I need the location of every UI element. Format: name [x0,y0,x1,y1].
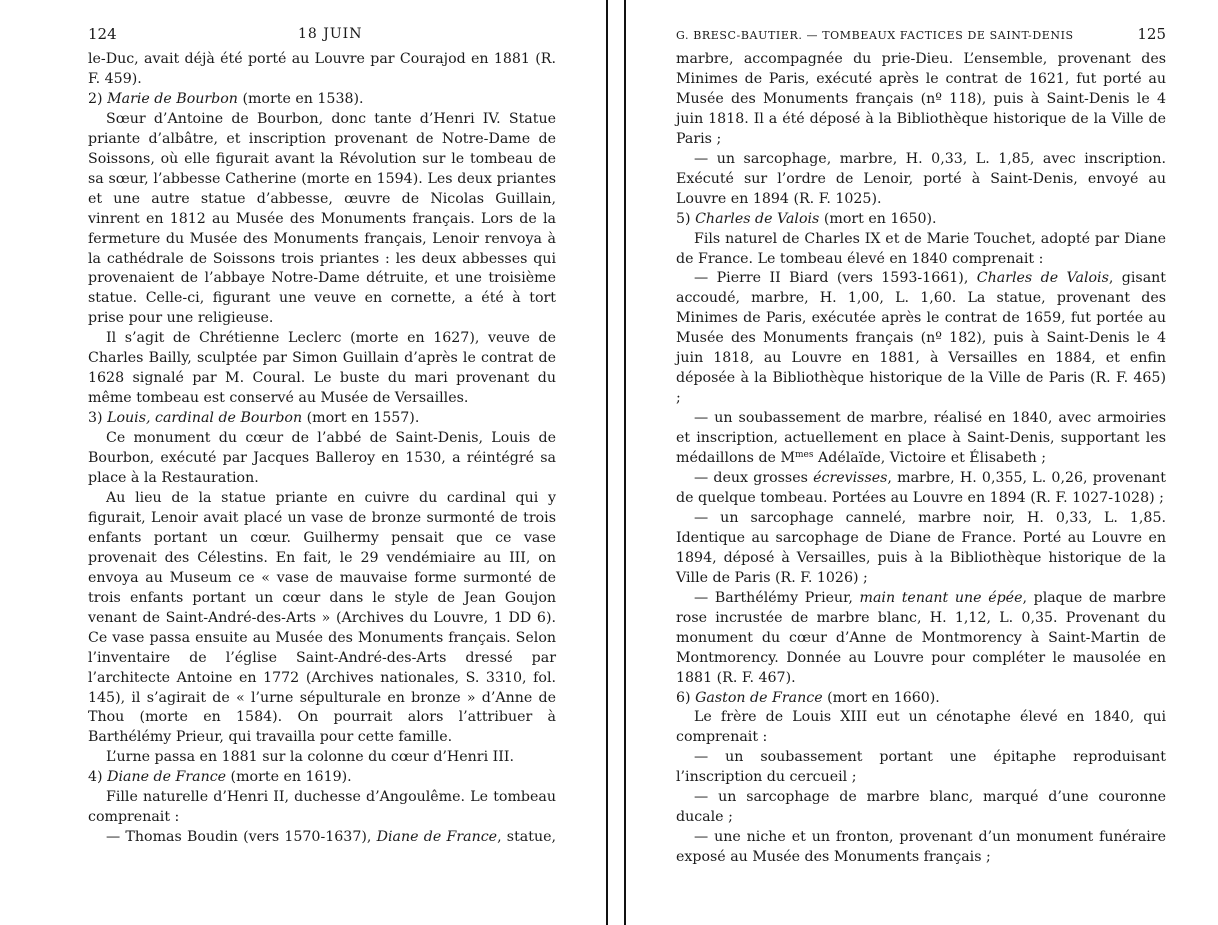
paragraph: — une niche et un fronton, provenant d’un monument funéraire exposé au Musée des Monuments français ; [676,829,1166,866]
paragraph: marbre, accompagnée du prie-Dieu. L’ensemble, provenant des Minimes de Paris, exécuté après le contrat de 1621, fut porté au Musée des Monuments français (nº 118), puis à Saint-Denis le 4 juin 1818. Il a été déposé à la Bibliothèque historique de la Ville de Paris ; [676,51,1166,147]
paragraph: — un soubassement de marbre, réalisé en 1840, avec armoiries et inscription, actuellement en place à Saint-Denis, supportant les médaillons de $M^{mes}$ Adélaïde, Victoire et Élisabeth ; [676,410,1166,467]
paragraph: Ce monument du cœur de l’abbé de Saint-Denis, Louis de Bourbon, exécuté par Jacques Balleroy en 1530, a réintégré sa place à la Restauration. [88,430,556,487]
right-running-head [676,24,1166,44]
section-heading: 2) Marie de Bourbon (morte en 1538). [88,90,364,107]
paragraph: — un soubassement portant une épitaphe reproduisant l’inscription du cercueil ; [676,749,1166,786]
right-running-head-title: G. BRESC-BAUTIER. — TOMBEAUX FACTICES DE SAINT-DENIS [676,29,1074,42]
paragraph: — Thomas Boudin (vers 1570-1637), Diane de France, statue, [106,829,556,846]
paragraph: Fille naturelle d’Henri II, duchesse d’Angoulême. Le tombeau comprenait : [88,789,556,826]
paragraph: — Barthélémy Prieur, main tenant une épée, plaque de marbre rose incrustée de marbre blanc, H. 1,12, L. 0,35. Provenant du monument du cœur d’Anne de Montmorency à Saint-Martin de Montmorency. Donnée au Louvre pour compléter le mausolée en 1881 (R. F. 467). [676,589,1166,686]
left-running-head-title: 18 JUIN [298,26,363,42]
paragraph: — Pierre II Biard (vers 1593-1661), Charles de Valois, gisant accoudé, marbre, H. 1,00, L. 1,60. La statue, provenant des Minimes de Paris, exécutée après le contrat de 1659, fut portée au Musée des Monuments français (nº 182), puis à Saint-Denis le 4 juin 1818, au Louvre en 1881, à Versailles en 1884, et enfin déposée à la Bibliothèque historique de la Ville de Paris (R. F. 465) ; [676,270,1166,407]
paragraph: — un sarcophage, marbre, H. 0,33, L. 1,85, avec inscription. Exécuté sur l’ordre de Lenoir, porté à Saint-Denis, envoyé au Louvre en 1894 (R. F. 1025). [676,150,1166,207]
right-page [628,0,1218,925]
section-heading: 6) Gaston de France (mort en 1660). [676,689,940,706]
paragraph: Le frère de Louis XIII eut un cénotaphe élevé en 1840, qui comprenait : [676,709,1166,746]
paragraph: Sœur d’Antoine de Bourbon, donc tante d’Henri IV. Statue priante d’albâtre, et inscription provenant de Notre-Dame de Soissons, où elle figurait avant la Révolution sur le tombeau de sa sœur, l’abbesse Catherine (morte en 1594). Les deux priantes et une autre statue d’abbesse, œuvre de Nicolas Guillain, vinrent en 1812 au Musée des Monuments français. Lors de la fermeture du Musée des Monuments français, Lenoir renvoya à la cathédrale de Soissons trois priantes : les deux abbesses qui provenaient de l’abbaye Notre-Dame détruite, et une troisième statue. Celle-ci, figurant une veuve en cornette, a été à tort prise pour une religieuse. [88,110,556,327]
paragraph: — un sarcophage de marbre blanc, marqué d’une couronne ducale ; [676,789,1166,826]
section-heading: 5) Charles de Valois (mort en 1650). [676,210,937,227]
gutter-line-right [624,0,626,925]
paragraph: Il s’agit de Chrétienne Leclerc (morte en 1627), veuve de Charles Bailly, sculptée par Simon Guillain d’après le contrat de 1628 signalé par M. Coural. Le buste du mari provenant du même tombeau est conservé au Musée de Versailles. [88,330,556,407]
left-page-number: 124 [88,25,117,43]
left-running-head [88,24,556,44]
left-page [0,0,608,925]
left-page-text [88,50,556,848]
section-heading: 4) Diane de France (morte en 1619). [88,769,352,786]
paragraph: L’urne passa en 1881 sur la colonne du cœur d’Henri III. [106,749,514,766]
paragraph: Au lieu de la statue priante en cuivre du cardinal qui y figurait, Lenoir avait placé un vase de bronze surmonté de trois enfants portant un cœur. Guilhermy pensait que ce vase provenait des Célestins. En fait, le 29 vendémiaire au III, on envoya au Museum ce « vase de mauvaise forme surmonté de trois enfants portant un cœur dans le style de Jean Goujon venant de Saint-André-des-Arts » (Archives du Louvre, 1 DD 6). Ce vase passa ensuite au Musée des Monuments français. Selon l’inventaire de l’église Saint-André-des-Arts dressé par l’architecte Antoine en 1772 (Archives nationales, S. 3310, fol. 145), il s’agirait de « l’urne sépulturale en bronze » d’Anne de Thou (morte en 1584). On pourrait alors l’attribuer à Barthélémy Prieur, qui travailla pour cette famille. [88,489,556,746]
paragraph: Fils naturel de Charles IX et de Marie Touchet, adopté par Diane de France. Le tombeau élevé en 1840 comprenait : [676,230,1166,267]
paragraph: — deux grosses écrevisses, marbre, H. 0,355, L. 0,26, provenant de quelque tombeau. Portées au Louvre en 1894 (R. F. 1027-1028) ; [676,470,1166,506]
paragraph: — un sarcophage cannelé, marbre noir, H. 0,33, L. 1,85. Identique au sarcophage de Diane de France. Porté au Louvre en 1894, déposé à Versailles, puis à la Bibliothèque historique de la Ville de Paris (R. F. 1026) ; [676,509,1166,586]
paragraph: le-Duc, avait déjà été porté au Louvre par Courajod en 1881 (R. F. 459). [88,51,556,87]
right-page-number: 125 [1137,25,1166,43]
section-heading: 3) Louis, cardinal de Bourbon (mort en 1557). [88,410,420,427]
right-page-text [676,50,1166,868]
